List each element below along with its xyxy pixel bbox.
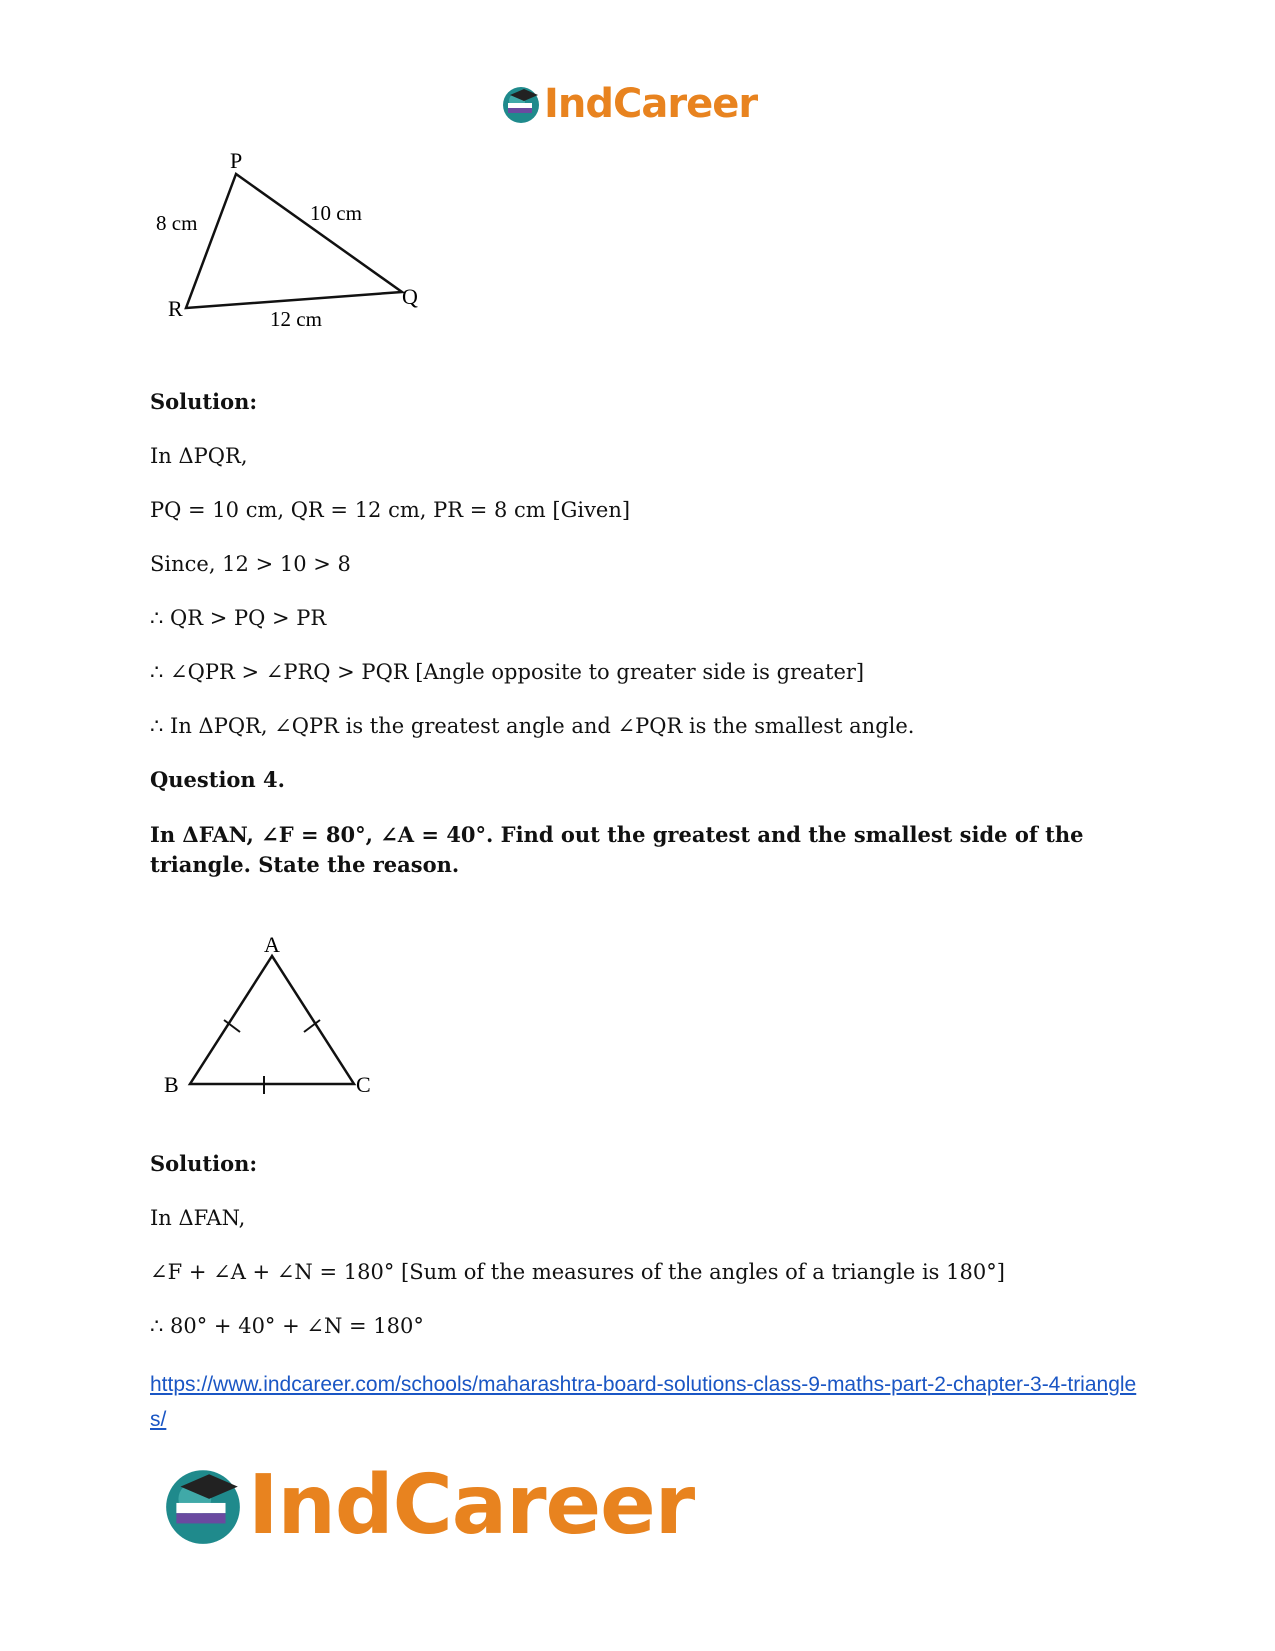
header-logo-text: IndCareer (544, 81, 758, 127)
triangle-abc-figure (150, 922, 390, 1102)
graduate-globe-icon (500, 83, 542, 125)
vertex-c-label: C (356, 1072, 371, 1097)
footer-logo (160, 1455, 694, 1555)
solution-2-line-1: In ΔFAN, (150, 1206, 246, 1230)
vertex-b-label: B (164, 1072, 179, 1097)
solution-1-line-6: ∴ In ΔPQR, ∠QPR is the greatest angle and ∠PQR is the smallest angle. (150, 714, 915, 738)
vertex-r-label: R (168, 296, 183, 321)
solution-2-line-3: ∴ 80° + 40° + ∠N = 180° (150, 1314, 424, 1338)
vertex-a-label: A (264, 932, 280, 957)
vertex-q-label: Q (402, 284, 418, 309)
solution-1-line-5: ∴ ∠QPR > ∠PRQ > PQR [Angle opposite to greater side is greater] (150, 660, 865, 684)
header-logo (500, 80, 757, 128)
source-url-link[interactable]: https://www.indcareer.com/schools/maharashtra-board-solutions-class-9-maths-part-2-chapter-3-4-triangles/ (150, 1373, 1137, 1431)
side-rq-label: 12 cm (270, 307, 322, 331)
triangle-pqr (186, 174, 402, 308)
solution-1-heading: Solution: (150, 389, 258, 414)
solution-1-line-1: In ΔPQR, (150, 444, 248, 468)
footer-logo-text: IndCareer (248, 1457, 695, 1553)
solution-1-line-3: Since, 12 > 10 > 8 (150, 552, 351, 576)
solution-1-line-2: PQ = 10 cm, QR = 12 cm, PR = 8 cm [Given] (150, 498, 631, 522)
side-pq-label: 10 cm (310, 201, 362, 225)
side-pr-label: 8 cm (156, 211, 198, 235)
question-4-heading: Question 4. (150, 767, 285, 792)
question-4-text: In ΔFAN, ∠F = 80°, ∠A = 40°. Find out the greatest and the smallest side of the triangle. State the reason. (150, 822, 1084, 877)
triangle-abc (190, 956, 354, 1084)
solution-2-heading: Solution: (150, 1151, 258, 1176)
vertex-p-label: P (230, 148, 243, 173)
solution-1-line-4: ∴ QR > PQ > PR (150, 606, 327, 630)
solution-2-line-2: ∠F + ∠A + ∠N = 180° [Sum of the measures of the angles of a triangle is 180°] (150, 1260, 1005, 1284)
triangle-pqr-figure (150, 148, 430, 348)
graduate-globe-icon (160, 1462, 246, 1548)
